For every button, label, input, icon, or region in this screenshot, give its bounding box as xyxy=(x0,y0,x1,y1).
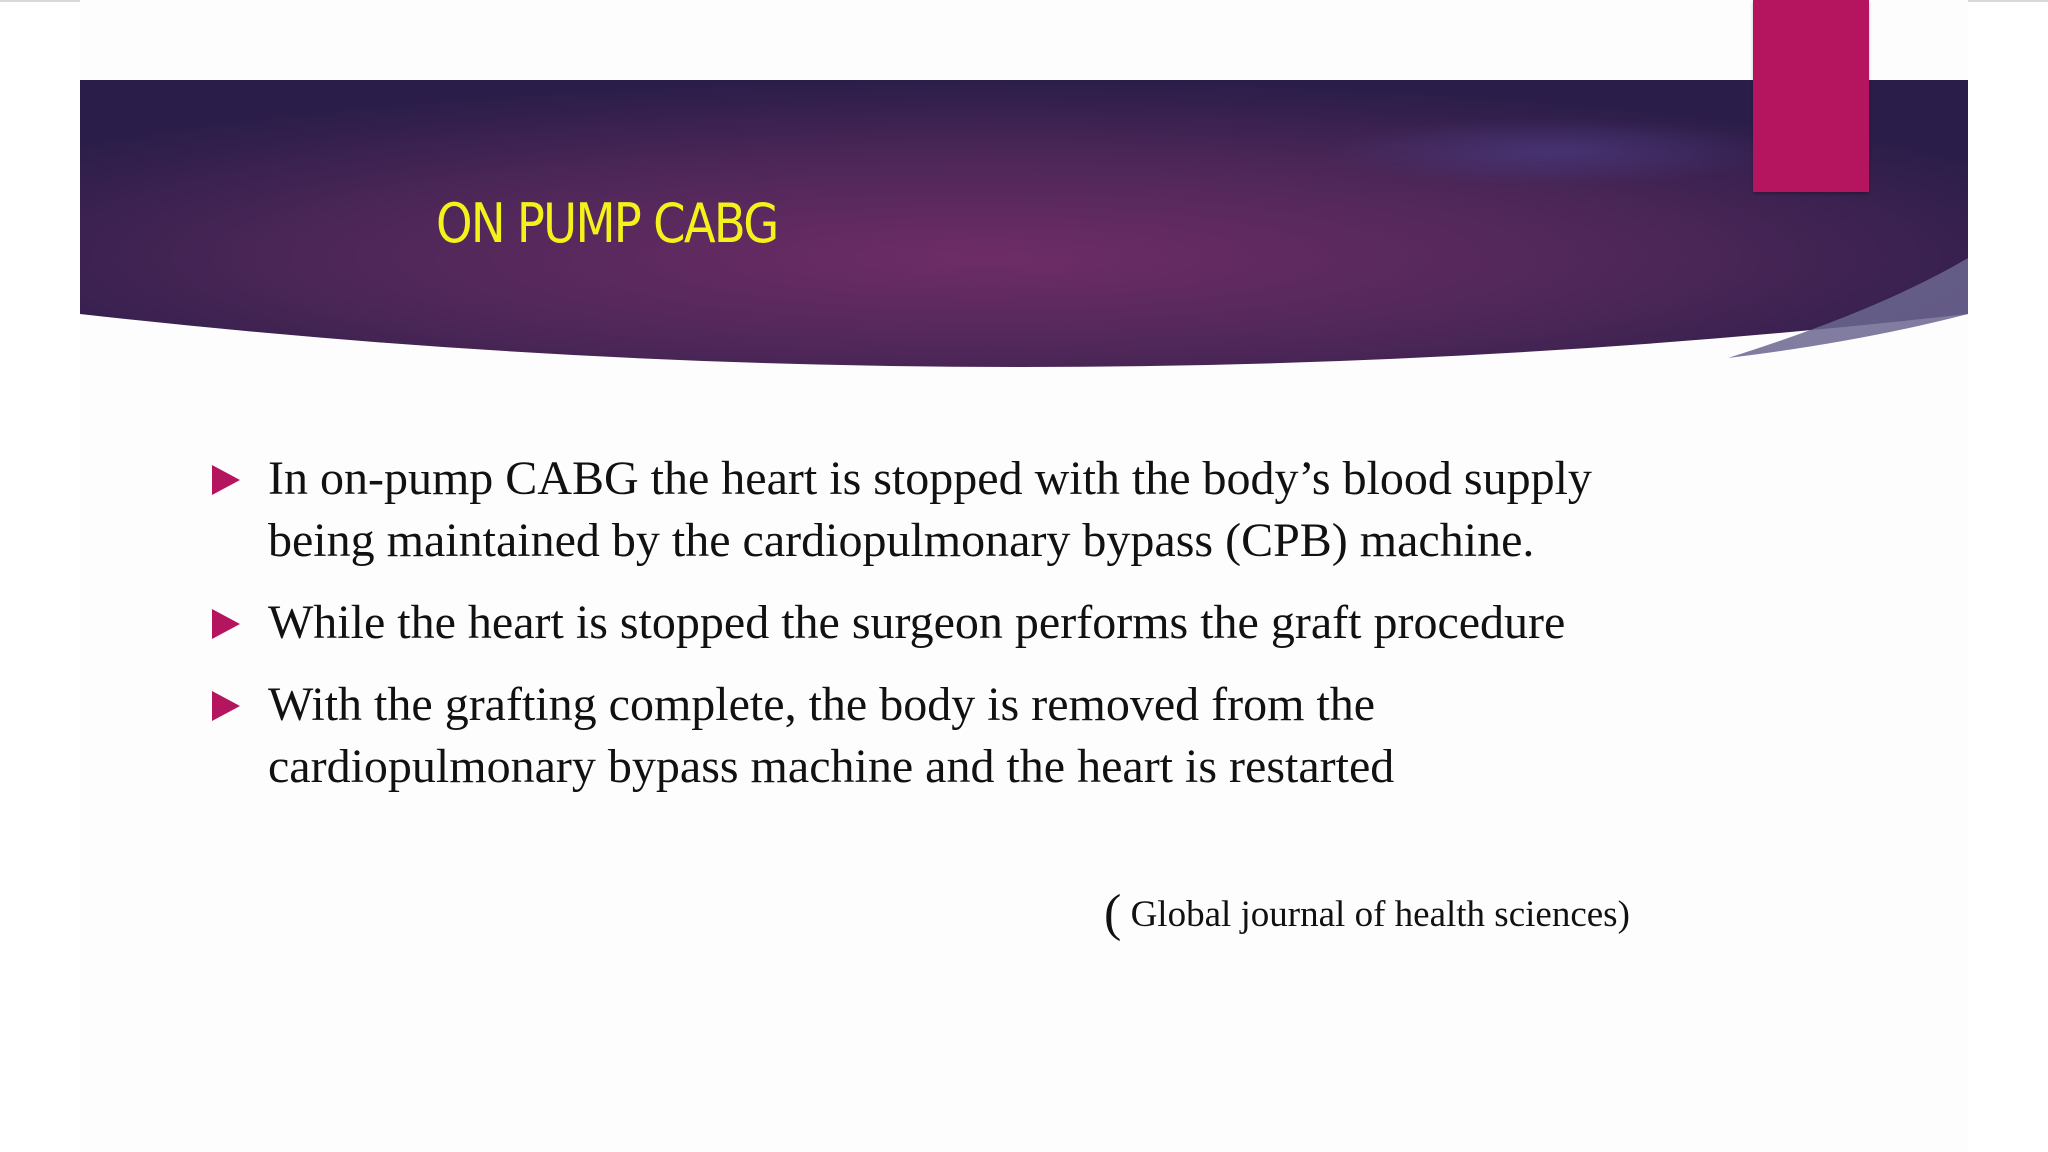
triangle-right-icon xyxy=(212,609,240,639)
accent-tab xyxy=(1753,0,1869,192)
title-banner xyxy=(80,80,1968,380)
bullet-item xyxy=(210,674,1670,798)
bullet-list xyxy=(210,448,1670,818)
citation-text: Global journal of health sciences) xyxy=(1121,894,1630,935)
citation xyxy=(1104,884,1630,943)
bullet-text: With the grafting complete, the body is removed from the cardiopulmonary bypass machine and the heart is restarted xyxy=(268,678,1395,793)
bullet-item xyxy=(210,448,1670,572)
slide-title: ON PUMP CABG xyxy=(436,192,778,255)
bullet-text: In on-pump CABG the heart is stopped with the body’s blood supply being maintained by the cardiopulmonary bypass (CPB) machine. xyxy=(268,452,1592,567)
bullet-item xyxy=(210,592,1670,654)
bullet-text: While the heart is stopped the surgeon performs the graft procedure xyxy=(268,596,1566,649)
citation-open-paren: ( xyxy=(1104,885,1122,942)
triangle-right-icon xyxy=(212,691,240,721)
triangle-right-icon xyxy=(212,465,240,495)
